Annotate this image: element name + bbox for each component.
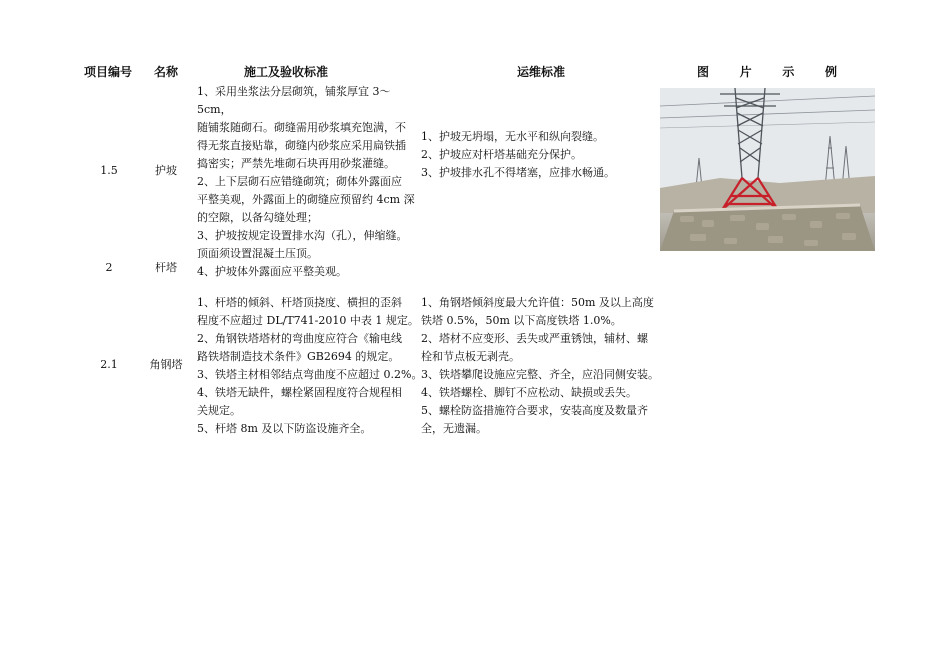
row-id: 2.1 <box>100 358 118 371</box>
header-photo-char: 片 <box>739 65 752 79</box>
row-name: 角钢塔 <box>149 358 183 371</box>
tower-photo-illustration <box>660 88 875 251</box>
construction-standard-text: 1、杆塔的倾斜、杆塔顶挠度、横担的歪斜 程度不应超过 DL/T741-2010 中表 1 规定。 2、角钢铁塔塔材的弯曲度应符合《输电线 路铁塔制造技术条件》GB2694 的规定。 3、铁塔主材相邻结点弯曲度不应超过 0.2%。 4、铁塔无缺件，螺栓紧固程度符合规程相 关规定。 5、杆塔 8m 及以下防盗设施齐全。 <box>197 296 423 435</box>
row-name: 护坡 <box>155 164 177 177</box>
header-maintenance-standard: 运维标准 <box>517 65 566 79</box>
row-name: 杆塔 <box>155 261 177 274</box>
header-item-id: 项目编号 <box>84 65 133 79</box>
maintenance-standard-text: 1、护坡无坍塌，无水平和纵向裂缝。 2、护坡应对杆塔基础充分保护。 3、护坡排水孔不得堵塞，应排水畅通。 <box>421 130 615 179</box>
construction-standard-text: 1、采用坐浆法分层砌筑，铺浆厚宜 3～5cm， 随铺浆随砌石。砌缝需用砂浆填充饱满，不 得无浆直接贴靠，砌缝内砂浆应采用扁铁插 捣密实；严禁先堆砌石块再用砂浆灌缝。 2、上下层砌石应错缝砌筑；砌体外露面应 平整美观，外露面上的砌缝应预留约 4cm 深 的空隙，以备勾缝处理； 3、护坡按规定设置排水沟（孔），伸缩缝。 顶面须设置混凝土压顶。 4、护坡体外露面应平整美观。 <box>197 85 415 278</box>
row-id: 1.5 <box>100 164 118 177</box>
header-name: 名称 <box>154 65 179 79</box>
header-photo-char: 例 <box>824 65 837 79</box>
header-photo-example <box>697 63 837 80</box>
maintenance-standard-text: 1、角钢塔倾斜度最大允许值：50m 及以上高度 铁塔 0.5%，50m 以下高度铁塔 1.0%。 2、塔材不应变形、丢失或严重锈蚀，辅材、螺 栓和节点板无剥壳。 3、铁塔攀爬设施应完整、齐全，应沿同侧安装。 4、铁塔螺栓、脚钉不应松动、缺损或丢失。 5、螺栓防盗措施符合要求，安装高度及数量齐 全，无遗漏。 <box>421 296 659 435</box>
row-id: 2 <box>105 261 113 274</box>
slope-tower-photo <box>660 88 875 251</box>
header-photo-char: 图 <box>697 65 710 79</box>
header-photo-char: 示 <box>782 65 795 79</box>
header-construction-standard: 施工及验收标准 <box>244 65 329 79</box>
